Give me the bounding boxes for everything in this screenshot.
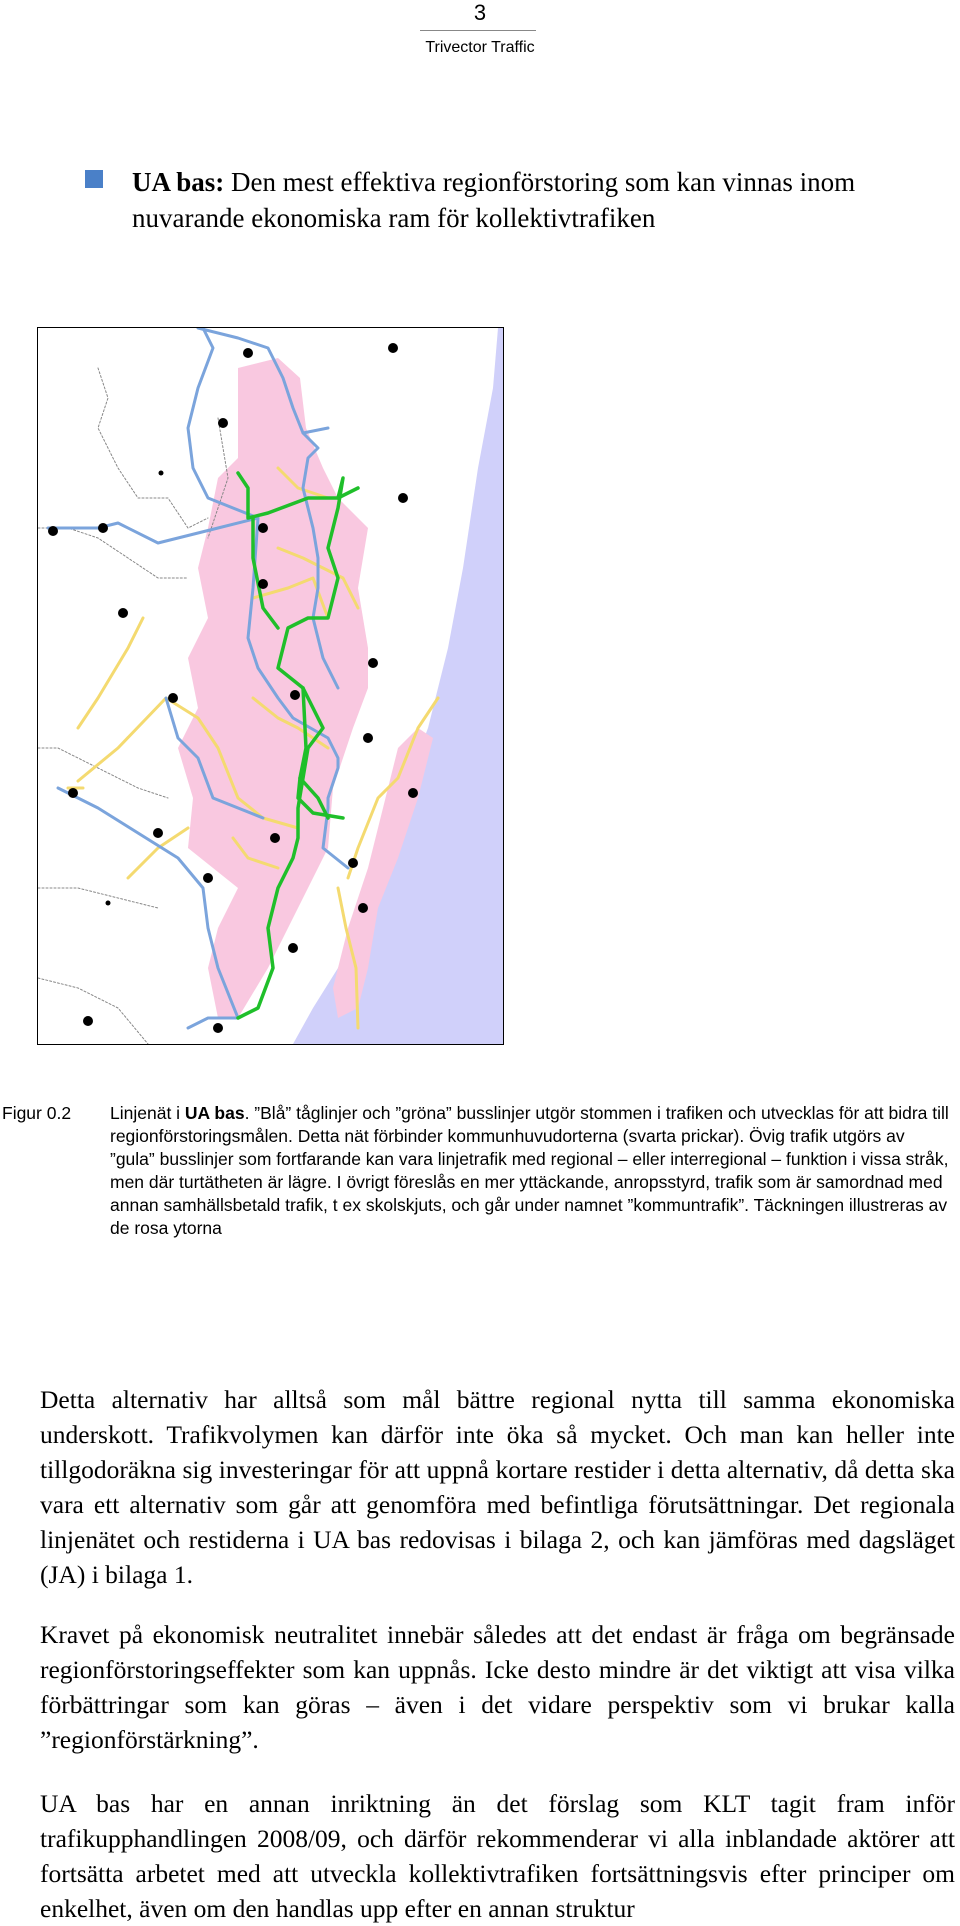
town-dot [398,493,408,503]
town-dot [159,471,164,476]
body-paragraph-2: Kravet på ekonomisk neutralitet innebär således att det endast är fråga om begränsade regionförstoringseffekter som kan uppnås. Icke desto mindre är det viktigt att visa vilka förbättringar som kan göras – även i det vidare perspektiv som vi brukar kalla ”regionförstärkning”. [40,1619,955,1754]
body-paragraph-3: UA bas har en annan inriktning än det förslag som KLT tagit fram inför trafikupphandlingen 2008/09, och därför rekommenderar vi alla inblandade aktörer att fortsätta arbetet med att utveckla kollektivtrafiken fortsättningsvis efter principer om enkelhet, även om den handlas upp efter en annan struktur [40,1788,955,1923]
town-dot [83,1016,93,1026]
town-dot [288,943,298,953]
town-dot [368,658,378,668]
town-dot [363,733,373,743]
square-bullet-icon [85,170,103,188]
town-dot [243,348,253,358]
town-dot [106,901,111,906]
caption-post: . ”Blå” tåglinjer och ”gröna” busslinjer utgör stommen i trafiken och utvecklas för att bidra till regionförstoringsmålen. Detta nät förbinder kommunhuvudorterna (svarta prickar). Övig trafik utgörs av ”gula” busslinjer som fortfarande kan vara linjetrafik med regional – eller interregional – funktion i vissa stråk, men där turtätheten är lägre. I övrigt föreslås en mer yttäckande, anropsstyrd, trafik som är samordnad med annan samhällsbetald trafik, t ex skolskjuts, och går under namnet ”kommuntrafik”. Täckningen illustreras av de rosa ytorna [110,1103,949,1238]
body-paragraph-1: Detta alternativ har alltså som mål bättre regional nytta till samma ekonomiska underskott. Trafikvolymen kan därför inte öka så mycket. Och man kan heller inte tillgodoräkna sig investeringar för att uppnå kortare restider i detta alternativ, då detta ska vara ett alternativ som går att genomföra med befintliga förutsättningar. Det regionala linjenätet och restiderna i UA bas redovisas i bilaga 2, och kan jämföras med dagsläget (JA) i bilaga 1. [40,1384,955,1589]
caption-pre: Linjenät i [110,1103,185,1123]
heading-bold: UA bas: [132,167,225,197]
town-dot [358,903,368,913]
town-dot [48,526,58,536]
town-dot [213,1023,223,1033]
network-map [37,327,504,1045]
header-divider [420,30,536,31]
town-dot [203,873,213,883]
town-dot [118,608,128,618]
map-svg [38,328,503,1044]
town-dot [258,523,268,533]
page-number: 3 [473,0,487,25]
town-dot [258,579,268,589]
heading-rest: Den mest effektiva regionförstoring som kan vinnas inom nuvarande ekonomiska ram för kollektivtrafiken [132,167,856,233]
section-heading [85,164,960,236]
town-dot [168,693,178,703]
figure-caption-text [110,1102,950,1240]
town-dot [153,828,163,838]
town-dot [290,690,300,700]
town-dot [68,788,78,798]
town-dot [218,418,228,428]
town-dot [98,523,108,533]
town-dot [270,833,280,843]
figure-label: Figur 0.2 [2,1103,72,1123]
town-dot [348,858,358,868]
town-dot [388,343,398,353]
town-dot [408,788,418,798]
running-head: Trivector Traffic [425,39,535,56]
section-heading-text [132,164,960,236]
caption-bold: UA bas [184,1103,245,1123]
